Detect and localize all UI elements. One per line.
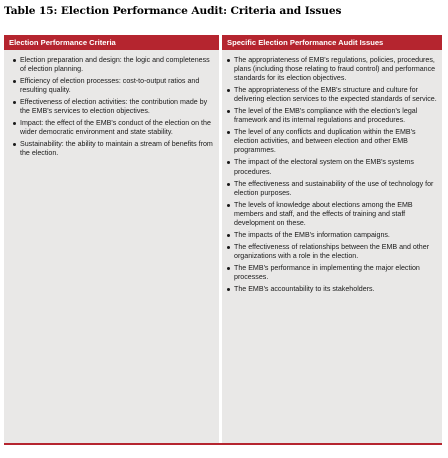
list-item: The EMB's accountability to its stakeholders. — [226, 285, 438, 294]
list-item: The levels of knowledge about elections among the EMB members and staff, and the effects of training and staff development on these. — [226, 201, 438, 228]
table-title: Table 15: Election Performance Audit: Criteria and Issues — [4, 5, 342, 17]
list-item: The EMB's performance in implementing the major election processes. — [226, 264, 438, 282]
criteria-list — [12, 56, 215, 161]
list-item: The level of the EMB's compliance with the election's legal framework and its internal regulations and procedures. — [226, 107, 438, 125]
list-item: Effectiveness of election activities: the contribution made by the EMB's services to election objectives. — [12, 98, 215, 116]
list-item: Sustainability: the ability to maintain a stream of benefits from the election. — [12, 140, 215, 158]
list-item: The effectiveness of relationships between the EMB and other organizations with a role in the election. — [226, 243, 438, 261]
list-item: Impact: the effect of the EMB's conduct of the election on the wider democratic environment and state stability. — [12, 119, 215, 137]
audit-table — [4, 35, 442, 445]
list-item: The impacts of the EMB's information campaigns. — [226, 231, 438, 240]
column-divider — [219, 35, 222, 443]
header-election-performance-criteria: Election Performance Criteria — [4, 35, 219, 50]
list-item: The appropriateness of the EMB's structure and culture for delivering election services to the expected standards of service. — [226, 86, 438, 104]
audit-issues-list — [226, 56, 438, 297]
header-specific-audit-issues: Specific Election Performance Audit Issues — [222, 35, 442, 50]
list-item: The impact of the electoral system on the EMB's systems procedures. — [226, 158, 438, 176]
list-item: Election preparation and design: the logic and completeness of election planning. — [12, 56, 215, 74]
list-item: The level of any conflicts and duplication within the EMB's election activities, and between election and other EMB programmes. — [226, 128, 438, 155]
list-item: The appropriateness of EMB's regulations, policies, procedures, plans (including those relating to fraud control) and performance standards for its election objectives. — [226, 56, 438, 83]
list-item: The effectiveness and sustainability of the use of technology for election purposes. — [226, 180, 438, 198]
list-item: Efficiency of election processes: cost-to-output ratios and resulting quality. — [12, 77, 215, 95]
